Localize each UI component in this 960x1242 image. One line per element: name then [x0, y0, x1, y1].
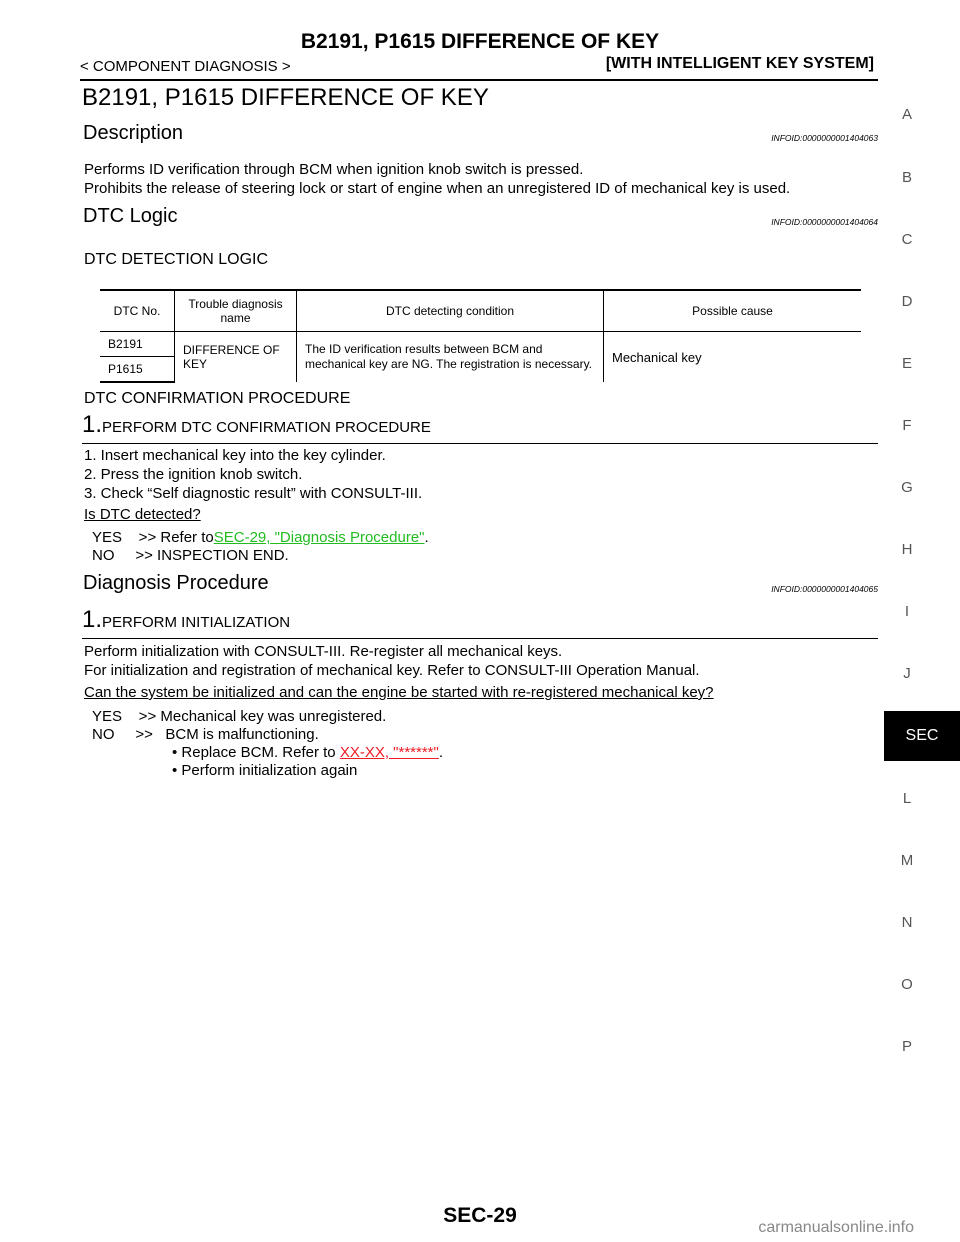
diagnosis-heading: Diagnosis Procedure	[83, 572, 269, 594]
sidebar-tab-sec[interactable]: SEC	[884, 711, 960, 761]
diagnosis-question: Can the system be initialized and can the engine be started with re-registered mechanical key?	[84, 684, 714, 701]
diagnosis-no: NO >> BCM is malfunctioning.	[92, 726, 319, 743]
diagnosis-line-1: Perform initialization with CONSULT-III. Re-register all mechanical keys.	[84, 643, 563, 660]
page-number: SEC-29	[443, 1204, 517, 1227]
dtc-logic-heading: DTC Logic	[83, 205, 178, 227]
breadcrumb: < COMPONENT DIAGNOSIS >	[80, 58, 291, 75]
step-title: PERFORM DTC CONFIRMATION PROCEDURE	[102, 419, 431, 436]
description-infoid: INFOID:0000000001404063	[771, 133, 878, 143]
sidebar-letter-h[interactable]: H	[901, 541, 913, 558]
sidebar-letter-a[interactable]: A	[901, 106, 912, 123]
header-trouble-name: Trouble diagnosis name	[175, 290, 297, 332]
bullet-1-suffix: .	[438, 744, 444, 761]
replace-bcm-link[interactable]: XX-XX, "******"	[339, 744, 439, 761]
confirmation-item-1: 1. Insert mechanical key into the key cylinder.	[84, 447, 386, 464]
diagnosis-bullet-1	[172, 744, 443, 761]
step-number: 1.	[82, 606, 103, 633]
header-condition: DTC detecting condition	[297, 290, 604, 332]
system-label: [WITH INTELLIGENT KEY SYSTEM]	[605, 55, 874, 72]
diagnosis-yes: YES >> Mechanical key was unregistered.	[92, 708, 387, 725]
dtc-logic-infoid: INFOID:0000000001404064	[771, 217, 878, 227]
description-line-2: Prohibits the release of steering lock or start of engine when an unregistered ID of mechanical key is used.	[84, 180, 791, 197]
dtc-confirmation-heading: DTC CONFIRMATION PROCEDURE	[84, 390, 351, 407]
sidebar-letter-b[interactable]: B	[901, 169, 912, 186]
diagnosis-step-header	[82, 606, 878, 639]
diagnosis-procedure-link[interactable]: SEC-29, "Diagnosis Procedure"	[213, 529, 425, 546]
sidebar-letter-m[interactable]: M	[900, 852, 914, 869]
condition-cell: The ID verification results between BCM and mechanical key are NG. The registration is necessary.	[297, 332, 604, 383]
dtc-code-p1615: P1615	[100, 357, 175, 383]
bullet-1-prefix: • Replace BCM. Refer to	[172, 744, 340, 761]
description-line-1: Performs ID verification through BCM when ignition knob switch is pressed.	[84, 161, 584, 178]
sidebar-letter-d[interactable]: D	[901, 293, 913, 310]
confirmation-no: NO >> INSPECTION END.	[92, 547, 289, 564]
sidebar-letter-p[interactable]: P	[901, 1038, 912, 1055]
sidebar-letter-c[interactable]: C	[901, 231, 913, 248]
sidebar-letter-i[interactable]: I	[904, 603, 910, 620]
step-title: PERFORM INITIALIZATION	[102, 614, 291, 631]
header-dtc-no: DTC No.	[100, 290, 175, 332]
watermark: carmanualsonline.info	[758, 1219, 914, 1236]
dtc-table-header-row	[100, 290, 861, 332]
sidebar-letter-l[interactable]: L	[902, 790, 912, 807]
table-row	[100, 332, 861, 357]
sidebar-letter-j[interactable]: J	[903, 665, 911, 682]
dtc-table	[100, 289, 861, 383]
confirmation-yes	[92, 529, 429, 546]
cause-cell: Mechanical key	[612, 349, 702, 365]
sidebar-letter-o[interactable]: O	[901, 976, 913, 993]
sidebar-letter-e[interactable]: E	[901, 355, 912, 372]
step-number: 1.	[82, 411, 103, 438]
diagnosis-infoid: INFOID:0000000001404065	[771, 584, 878, 594]
header-rule	[80, 79, 878, 81]
dtc-detection-logic-heading: DTC DETECTION LOGIC	[84, 251, 269, 268]
running-title: B2191, P1615 DIFFERENCE OF KEY	[300, 30, 660, 53]
sidebar-letter-f[interactable]: F	[902, 417, 912, 434]
diagnosis-bullet-2: • Perform initialization again	[172, 762, 358, 779]
sidebar-letter-n[interactable]: N	[901, 914, 913, 931]
description-heading: Description	[83, 122, 184, 144]
confirmation-step-header	[82, 411, 878, 444]
diagnosis-line-2: For initialization and registration of mechanical key. Refer to CONSULT-III Operation Manual.	[84, 662, 700, 679]
dtc-code-b2191: B2191	[100, 332, 175, 357]
confirmation-question: Is DTC detected?	[84, 506, 201, 523]
confirmation-item-3: 3. Check “Self diagnostic result” with CONSULT-III.	[84, 485, 423, 502]
confirmation-item-2: 2. Press the ignition knob switch.	[84, 466, 303, 483]
yes-suffix: .	[424, 529, 429, 546]
page-title: B2191, P1615 DIFFERENCE OF KEY	[82, 84, 489, 111]
yes-prefix: YES >> Refer to	[92, 529, 214, 546]
trouble-name-cell: DIFFERENCE OF KEY	[175, 332, 297, 383]
header-cause: Possible cause	[604, 290, 862, 332]
sidebar-letter-g[interactable]: G	[901, 479, 913, 496]
